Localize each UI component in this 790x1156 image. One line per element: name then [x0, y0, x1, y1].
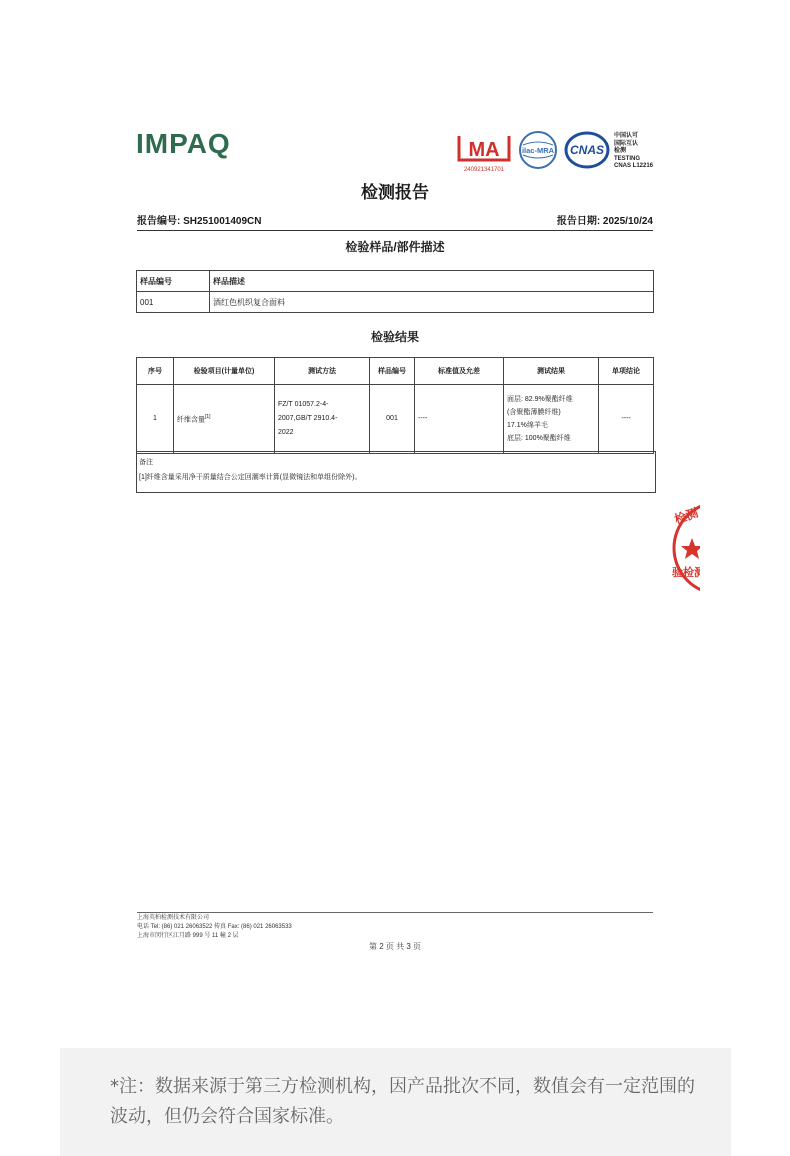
column-header: 样品描述 — [210, 271, 654, 292]
conclusion-cell: ---- — [599, 385, 654, 454]
cnas-line: 检测 — [614, 148, 627, 154]
disclaimer-box — [60, 1048, 731, 1156]
sample-description-cell: 酒红色机织复合面料 — [210, 292, 654, 313]
column-header: 单项结论 — [599, 358, 654, 385]
column-header: 检验项目(计量单位) — [174, 358, 275, 385]
cnas-mark-icon — [564, 130, 610, 170]
test-item-cell — [174, 385, 275, 454]
footer-divider — [137, 912, 653, 913]
cnas-line: 国际互认 — [614, 140, 639, 147]
result-line: 17.1%绵羊毛 — [507, 422, 548, 429]
method-line: 2022 — [278, 429, 294, 436]
result-table — [136, 357, 654, 454]
test-result-cell — [504, 385, 599, 454]
report-title: 检测报告 — [361, 183, 429, 203]
column-header: 样品编号 — [137, 271, 210, 292]
remarks-text: [1]纤维含量采用净干质量结合公定回潮率计算(显微镜法和单组份除外)。 — [139, 474, 362, 481]
ilac-label: ilac-MRA — [521, 146, 555, 155]
sample-id-cell: 001 — [137, 292, 210, 313]
cma-label: MA — [468, 139, 500, 161]
seal-text: 验检测 — [672, 566, 705, 579]
sample-no-cell: 001 — [370, 385, 415, 454]
footer-line: 上海市闵行区江月路 999 号 11 幢 2 层 — [137, 933, 239, 939]
report-date: 报告日期: 2025/10/24 — [556, 216, 653, 227]
seq-cell: 1 — [137, 385, 174, 454]
report-number: 报告编号: SH251001409CN — [137, 216, 262, 227]
seal-text: 检测 — [672, 505, 700, 527]
result-line: (含聚酯薄膜纤维) — [507, 409, 561, 416]
cnas-line: 中国认可 — [614, 133, 639, 139]
column-header: 样品编号 — [370, 358, 415, 385]
ilac-mra-icon — [518, 130, 558, 170]
result-line: 底层: 100%聚酯纤维 — [507, 435, 571, 442]
seal-icon — [670, 498, 705, 598]
standard-cell: ---- — [415, 385, 504, 454]
cnas-line: CNAS L12216 — [614, 163, 654, 169]
test-item-note-ref: [1] — [205, 414, 211, 421]
impaq-logo: IMPAQ — [136, 128, 231, 159]
report-meta — [137, 212, 653, 231]
test-method-cell — [275, 385, 370, 454]
column-header: 测试方法 — [275, 358, 370, 385]
page-number: 第 2 页 共 3 页 — [368, 942, 421, 951]
table-row — [137, 385, 654, 454]
table-header-row — [137, 271, 654, 292]
footer-line: 上海英柏检测技术有限公司 — [137, 915, 210, 921]
table-header-row — [137, 358, 654, 385]
official-seal-stamp — [670, 498, 705, 598]
column-header: 序号 — [137, 358, 174, 385]
test-item-text: 纤维含量 — [177, 416, 205, 424]
cma-mark-icon — [455, 130, 513, 174]
result-line: 面层: 82.9%聚酯纤维 — [507, 396, 573, 403]
method-line: 2007,GB/T 2910.4- — [278, 415, 338, 422]
column-header: 标准值及允差 — [415, 358, 504, 385]
sample-table — [136, 270, 654, 313]
cnas-label: CNAS — [569, 143, 605, 157]
disclaimer-text: *注：数据来源于第三方检测机构，因产品批次不同，数值会有一定范围的波动，但仍会符合国家标准。 — [110, 1076, 695, 1127]
remarks-label: 备注 — [139, 459, 153, 466]
result-section-heading: 检验结果 — [370, 330, 419, 344]
footer-line: 电话 Tel: (86) 021 26063522 传真 Fax: (86) 021 26063533 — [137, 924, 292, 930]
remarks-box — [136, 451, 656, 493]
table-row — [137, 292, 654, 313]
sample-section-heading: 检验样品/部件描述 — [345, 240, 445, 254]
company-footer — [137, 914, 292, 941]
column-header: 测试结果 — [504, 358, 599, 385]
method-line: FZ/T 01057.2-4- — [278, 401, 329, 408]
cnas-accreditation-text — [614, 133, 653, 171]
cnas-line: TESTING — [614, 155, 641, 162]
cma-number: 240921341701 — [463, 167, 505, 173]
